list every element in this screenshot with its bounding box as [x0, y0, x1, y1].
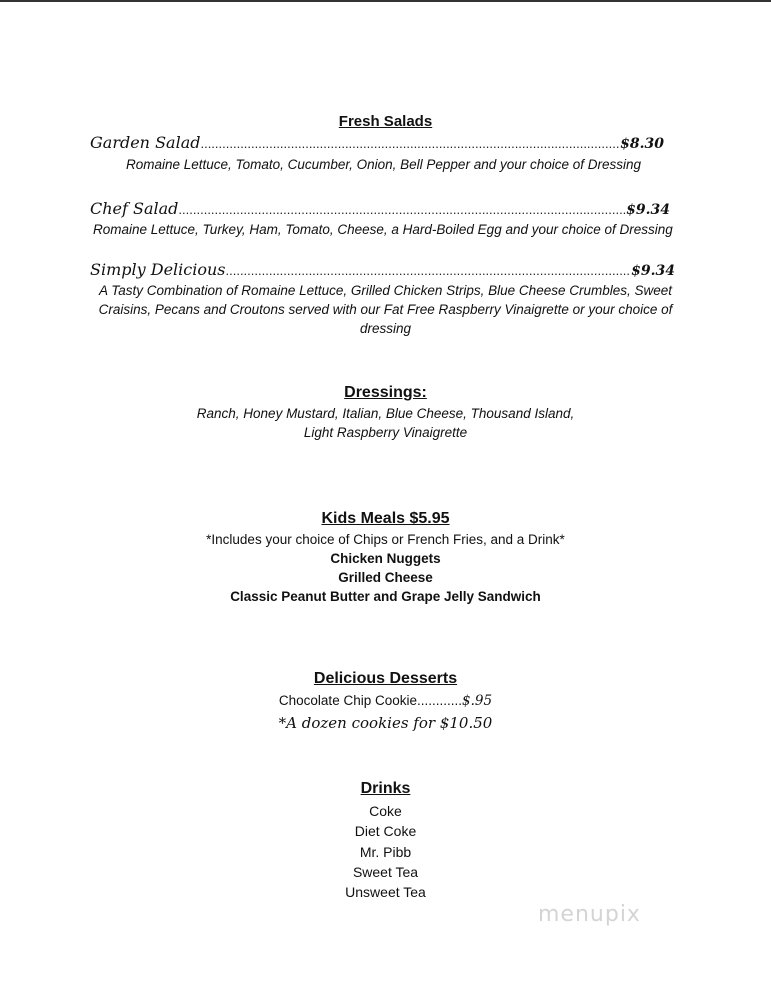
item-description: A Tasty Combination of Romaine Lettuce, Grilled Chicken Strips, Blue Cheese Crumbles, Sweet — [98, 283, 673, 298]
menu-item-simply-delicious — [90, 260, 675, 279]
watermark-logo: menupix — [538, 902, 641, 927]
top-border — [0, 0, 771, 2]
dressings-line: Ranch, Honey Mustard, Italian, Blue Cheese, Thousand Island, — [196, 406, 575, 421]
leader-dots — [226, 263, 632, 278]
item-name: Chocolate Chip Cookie — [278, 693, 417, 708]
menu-item-garden-salad — [90, 133, 664, 152]
dressings-line: Light Raspberry Vinaigrette — [303, 425, 468, 440]
item-price: $8.30 — [620, 136, 664, 152]
item-price: $.95 — [462, 693, 493, 709]
drink-item: Diet Coke — [354, 823, 417, 839]
menu-item-chef-salad — [90, 199, 670, 218]
leader-dots — [178, 202, 626, 217]
drink-item: Mr. Pibb — [359, 844, 412, 860]
item-description: Romaine Lettuce, Tomato, Cucumber, Onion, Bell Pepper and your choice of Dressing — [126, 157, 642, 172]
item-description: Craisins, Pecans and Croutons served with our Fat Free Raspberry Vinaigrette or your choice of — [98, 302, 673, 317]
item-name: Chef Salad — [90, 199, 179, 218]
item-description: Romaine Lettuce, Turkey, Ham, Tomato, Cheese, a Hard-Boiled Egg and your choice of Dressing — [93, 222, 673, 237]
kids-item: Classic Peanut Butter and Grape Jelly Sandwich — [230, 589, 541, 604]
section-title-fresh-salads: Fresh Salads — [338, 113, 433, 130]
kids-item: Chicken Nuggets — [330, 551, 441, 566]
item-price: $9.34 — [626, 202, 670, 218]
section-title-drinks: Drinks — [360, 780, 411, 797]
drink-item: Unsweet Tea — [345, 884, 426, 900]
section-title-dressings: Dressings: — [344, 384, 427, 401]
item-description: dressing — [359, 321, 412, 336]
kids-note: *Includes your choice of Chips or French Fries, and a Drink* — [206, 532, 565, 547]
dessert-note: *A dozen cookies for $10.50 — [278, 714, 493, 732]
section-title-kids-meals: Kids Meals $5.95 — [321, 510, 450, 527]
leader-dots — [200, 136, 620, 151]
section-title-desserts: Delicious Desserts — [313, 670, 458, 687]
leader-dots: ............ — [417, 693, 463, 708]
dessert-item — [0, 693, 771, 709]
kids-item: Grilled Cheese — [338, 570, 433, 585]
item-price: $9.34 — [631, 263, 675, 279]
drink-item: Sweet Tea — [352, 864, 419, 880]
drink-item: Coke — [369, 803, 402, 819]
item-name: Simply Delicious — [90, 260, 226, 279]
item-name: Garden Salad — [90, 133, 201, 152]
